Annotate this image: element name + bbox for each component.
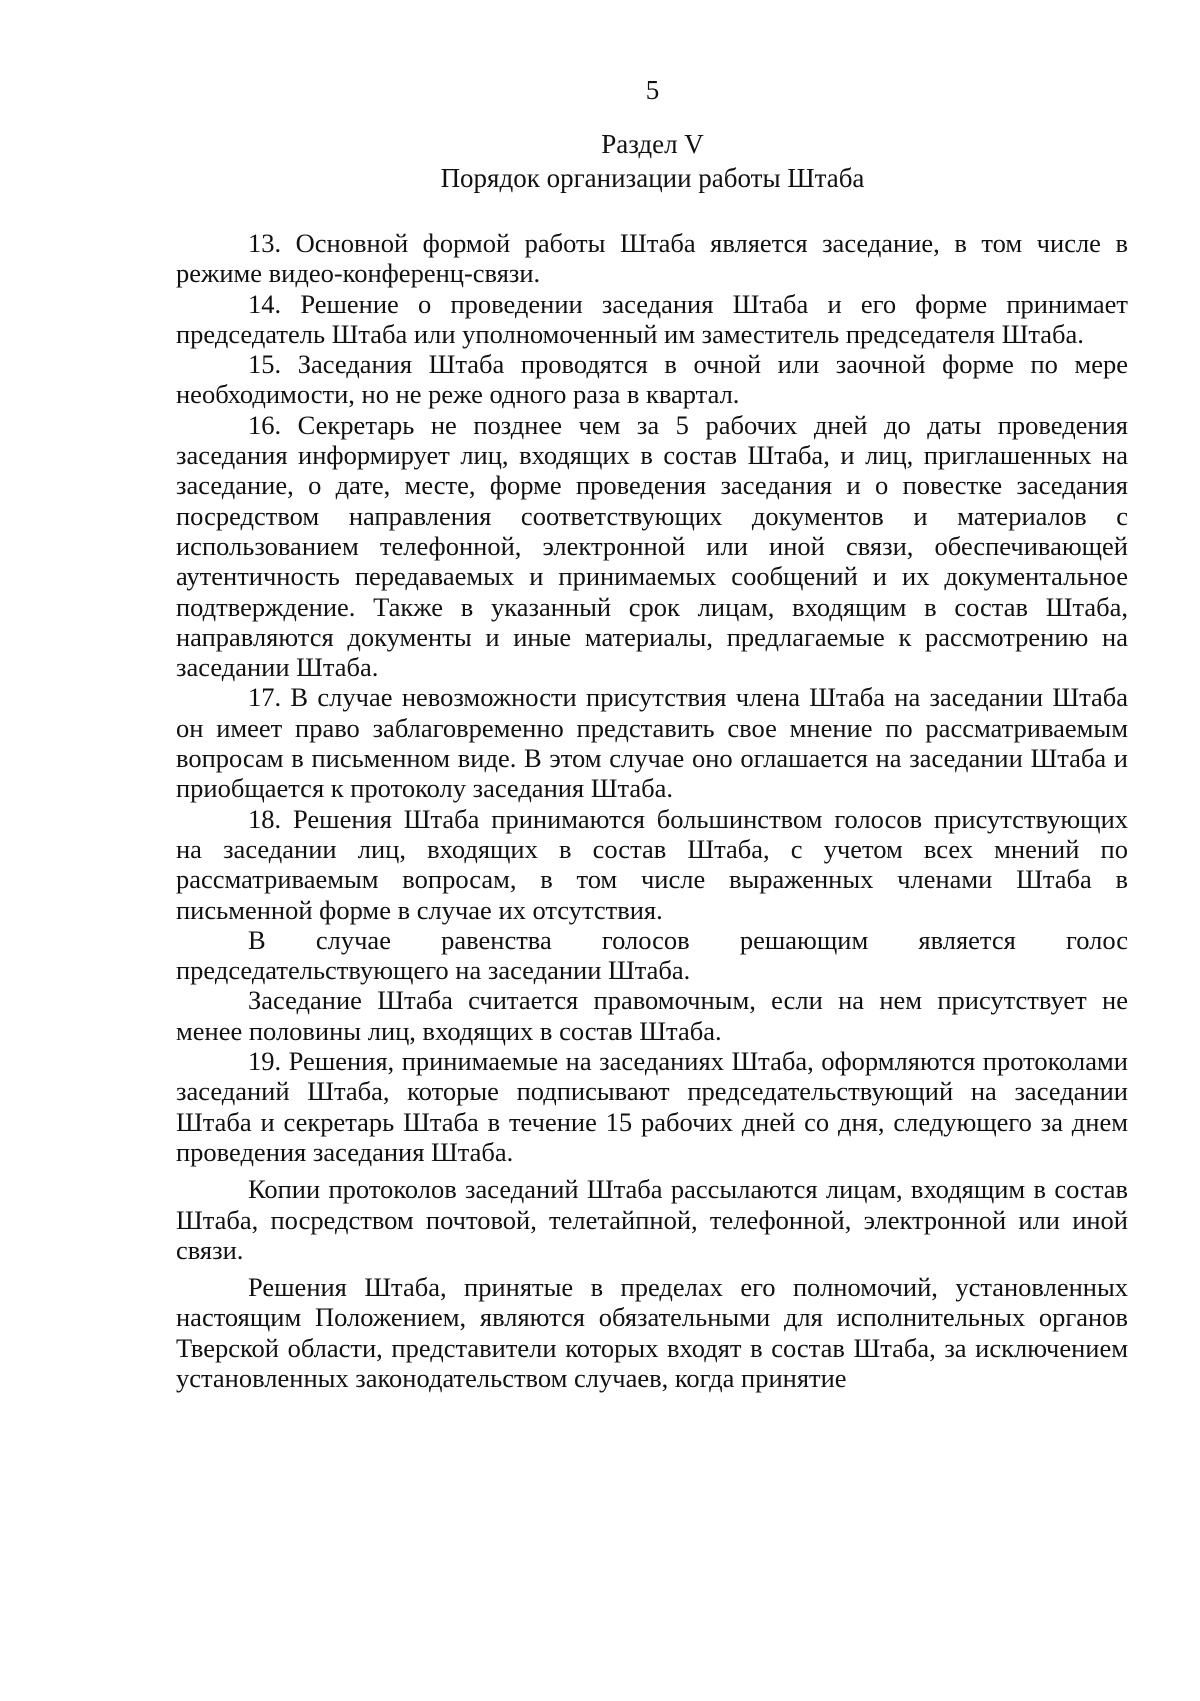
paragraph-19-copies: Копии протоколов заседаний Штаба рассылаются лицам, входящим в состав Штаба, посредством почтовой, телетайпной, телефонной, электронной или иной связи.	[176, 1174, 1128, 1265]
section-title: Порядок организации работы Штаба	[440, 163, 865, 193]
paragraph-16: 16. Секретарь не позднее чем за 5 рабочих дней до даты проведения заседания информирует лиц, входящих в состав Штаба, и лиц, приглашенных на заседание, о дате, месте, форме проведения заседания и о повестке заседания посредством направления соответствующих документов и материалов с использованием телефонной, электронной или иной связи, обеспечивающей аутентичность передаваемых и принимаемых сообщений и их документальное подтверждение. Также в указанный срок лицам, входящим в состав Штаба, направляются документы и иные материалы, предлагаемые к рассмотрению на заседании Штаба.	[176, 409, 1128, 683]
paragraph-18-quorum: Заседание Штаба считается правомочным, если на нем присутствует не менее половины лиц, входящих в состав Штаба.	[176, 985, 1128, 1046]
paragraph-14: 14. Решение о проведении заседания Штаба и его форме принимает председатель Штаба или уполномоченный им заместитель председателя Штаба.	[176, 288, 1128, 349]
section-label: Раздел V	[601, 129, 704, 159]
paragraph-15: 15. Заседания Штаба проводятся в очной или заочной форме по мере необходимости, но не реже одного раза в квартал.	[176, 349, 1128, 410]
paragraph-17: 17. В случае невозможности присутствия члена Штаба на заседании Штаба он имеет право заблаговременно представить свое мнение по рассматриваемым вопросам в письменном виде. В этом случае оно оглашается на заседании Штаба и приобщается к протоколу заседания Штаба.	[176, 682, 1128, 804]
paragraph-19-binding-decisions: Решения Штаба, принятые в пределах его полномочий, установленных настоящим Положением, являются обязательными для исполнительных органов Тверской области, представители которых входят в состав Штаба, за исключением установленных законодательством случаев, когда принятие	[176, 1272, 1128, 1393]
document-body	[176, 228, 1128, 1393]
paragraph-19: 19. Решения, принимаемые на заседаниях Штаба, оформляются протоколами заседаний Штаба, которые подписывают председательствующий на заседании Штаба и секретарь Штаба в течение 15 рабочих дней со дня, следующего за днем проведения заседания Штаба.	[176, 1046, 1128, 1167]
page-number: 5	[645, 75, 660, 105]
paragraph-18-tie-vote: В случае равенства голосов решающим является голос председательствующего на заседании Штаба.	[176, 924, 1128, 986]
paragraph-13: 13. Основной формой работы Штаба является заседание, в том числе в режиме видео-конференц-связи.	[176, 228, 1128, 289]
paragraph-18: 18. Решения Штаба принимаются большинством голосов присутствующих на заседании лиц, входящих в состав Штаба, с учетом всех мнений по рассматриваемым вопросам, в том числе выраженных членами Штаба в письменной форме в случае их отсутствия.	[176, 803, 1128, 925]
